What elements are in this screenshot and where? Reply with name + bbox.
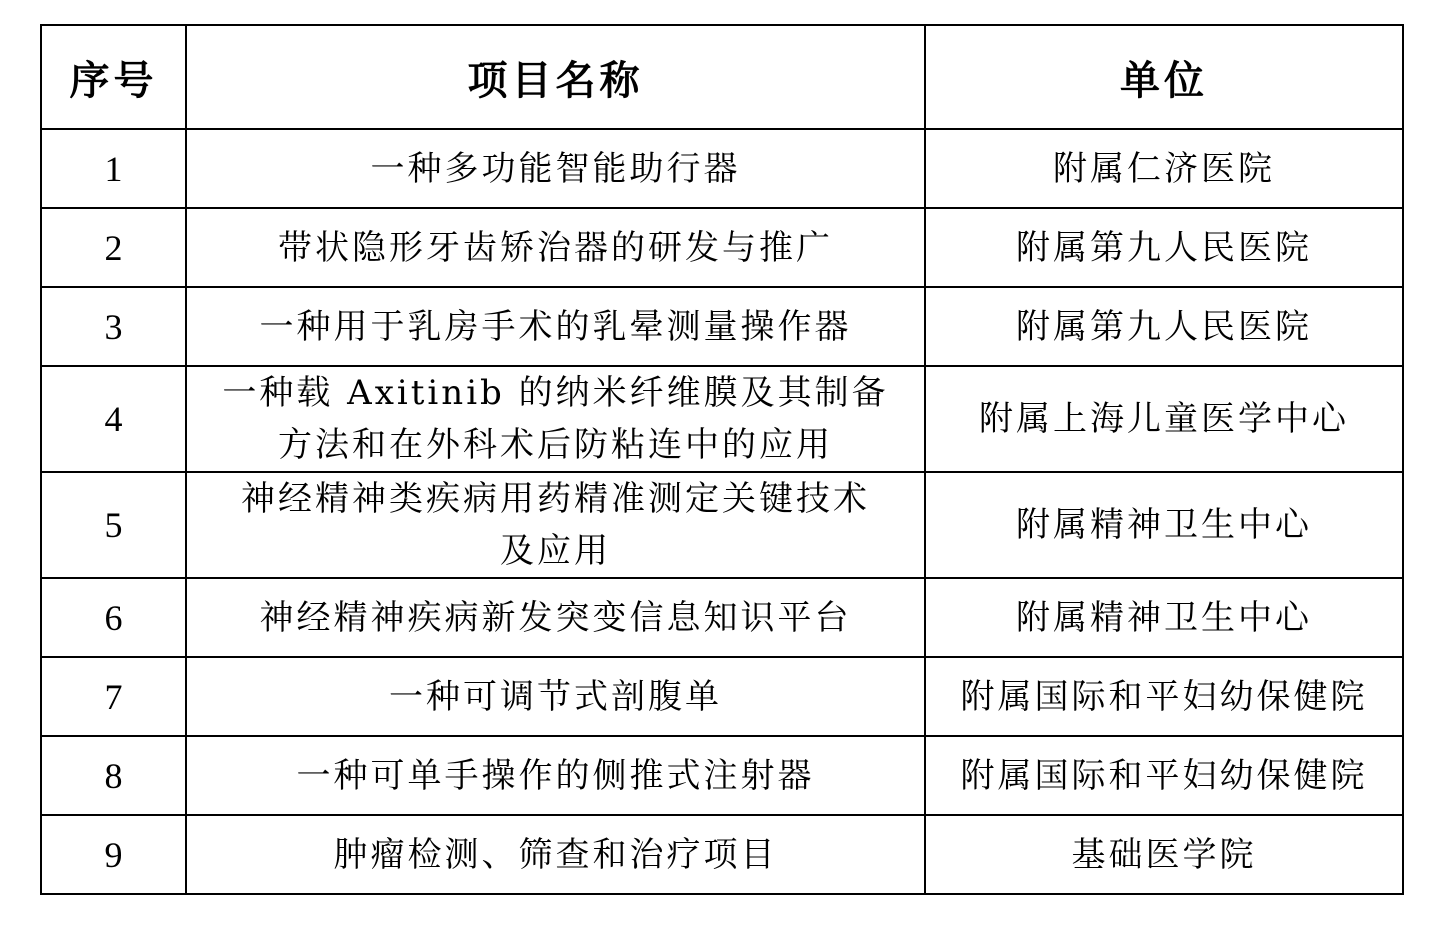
cell-project-name bbox=[186, 657, 925, 736]
cell-index: 5 bbox=[41, 472, 186, 578]
cell-project-name bbox=[186, 129, 925, 208]
header-index: 序号 bbox=[41, 25, 186, 129]
cell-index: 9 bbox=[41, 815, 186, 894]
project-name-line: 方法和在外科术后防粘连中的应用 bbox=[278, 425, 833, 465]
cell-unit: 附属国际和平妇幼保健院 bbox=[925, 657, 1403, 736]
cell-project-name bbox=[186, 815, 925, 894]
table-row bbox=[41, 578, 1403, 657]
cell-index: 1 bbox=[41, 129, 186, 208]
cell-index: 6 bbox=[41, 578, 186, 657]
table-row bbox=[41, 129, 1403, 208]
project-name-line: 一种用于乳房手术的乳晕测量操作器 bbox=[259, 306, 852, 347]
cell-unit: 附属精神卫生中心 bbox=[925, 578, 1403, 657]
cell-unit: 基础医学院 bbox=[925, 815, 1403, 894]
cell-unit: 附属上海儿童医学中心 bbox=[925, 366, 1403, 472]
cell-index: 3 bbox=[41, 287, 186, 366]
table-row bbox=[41, 472, 1403, 578]
cell-unit: 附属仁济医院 bbox=[925, 129, 1403, 208]
project-name-line: 神经精神类疾病用药精准测定关键技术 bbox=[241, 479, 870, 519]
cell-project-name bbox=[186, 736, 925, 815]
table-body bbox=[41, 129, 1403, 894]
project-name-line: 肿瘤检测、筛查和治疗项目 bbox=[333, 834, 778, 875]
project-name-line: 一种载 Axitinib 的纳米纤维膜及其制备 bbox=[222, 373, 889, 413]
table-row bbox=[41, 366, 1403, 472]
project-name-line: 神经精神疾病新发突变信息知识平台 bbox=[259, 597, 852, 638]
cell-index: 4 bbox=[41, 366, 186, 472]
project-table bbox=[40, 24, 1404, 895]
cell-unit: 附属第九人民医院 bbox=[925, 208, 1403, 287]
table-row bbox=[41, 815, 1403, 894]
table-row bbox=[41, 657, 1403, 736]
project-name-line: 一种可调节式剖腹单 bbox=[389, 676, 722, 717]
cell-project-name bbox=[186, 287, 925, 366]
cell-project-name bbox=[186, 366, 925, 472]
project-name-line: 带状隐形牙齿矫治器的研发与推广 bbox=[278, 227, 833, 268]
table-row bbox=[41, 287, 1403, 366]
table-row bbox=[41, 736, 1403, 815]
cell-project-name bbox=[186, 578, 925, 657]
project-name-line: 一种多功能智能助行器 bbox=[370, 148, 741, 189]
project-name-line: 及应用 bbox=[500, 531, 611, 571]
header-project-name: 项目名称 bbox=[186, 25, 925, 129]
cell-unit: 附属精神卫生中心 bbox=[925, 472, 1403, 578]
cell-project-name bbox=[186, 472, 925, 578]
cell-index: 8 bbox=[41, 736, 186, 815]
cell-unit: 附属国际和平妇幼保健院 bbox=[925, 736, 1403, 815]
cell-index: 7 bbox=[41, 657, 186, 736]
header-unit: 单位 bbox=[925, 25, 1403, 129]
table-header-row bbox=[41, 25, 1403, 129]
cell-project-name bbox=[186, 208, 925, 287]
cell-index: 2 bbox=[41, 208, 186, 287]
cell-unit: 附属第九人民医院 bbox=[925, 287, 1403, 366]
table-row bbox=[41, 208, 1403, 287]
project-name-line: 一种可单手操作的侧推式注射器 bbox=[296, 755, 815, 796]
